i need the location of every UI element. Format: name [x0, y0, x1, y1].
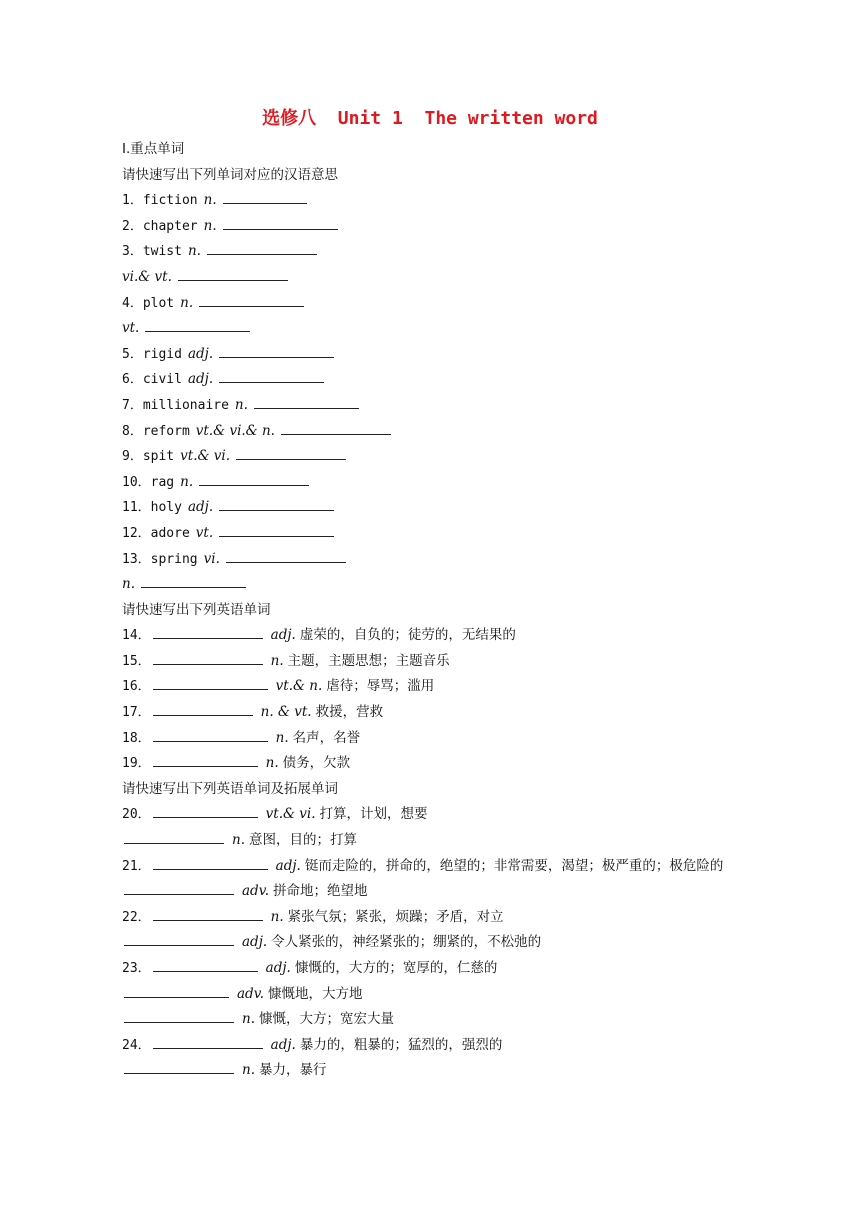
- vocab-item-9: 9．spit vt.& vi.: [122, 444, 742, 470]
- vocab-item-8: 8．reform vt.& vi.& n.: [122, 419, 742, 445]
- answer-blank[interactable]: [153, 650, 263, 665]
- vocab-item-13b: n.: [122, 572, 742, 598]
- answer-blank[interactable]: [153, 701, 253, 716]
- instruction-2: 请快速写出下列英语单词: [122, 601, 271, 618]
- instruction-3: 请快速写出下列英语单词及拓展单词: [122, 780, 338, 797]
- page-title: 选修八 Unit 1 The written word: [262, 108, 598, 129]
- vocab-item-1: 1．fiction n.: [122, 188, 742, 214]
- answer-blank[interactable]: [124, 983, 229, 998]
- instruction-1: 请快速写出下列单词对应的汉语意思: [122, 166, 338, 183]
- vocab-item-21: 21． adj. 铤而走险的，拼命的，绝望的；非常需要，渴望；极严重的；极危险的: [122, 854, 742, 880]
- vocab-item-20: 20． vt.& vi. 打算，计划，想要: [122, 802, 742, 828]
- answer-blank[interactable]: [153, 906, 263, 921]
- answer-blank[interactable]: [153, 675, 268, 690]
- vocab-item-20b: n. 意图，目的；打算: [122, 828, 742, 854]
- vocab-item-7: 7．millionaire n.: [122, 393, 742, 419]
- answer-blank[interactable]: [199, 292, 304, 307]
- vocab-item-23b: adv. 慷慨地，大方地: [122, 982, 742, 1008]
- answer-blank[interactable]: [281, 420, 391, 435]
- answer-blank[interactable]: [145, 317, 250, 332]
- section-heading: Ⅰ.重点单词: [122, 141, 185, 157]
- answer-blank[interactable]: [219, 368, 324, 383]
- vocab-item-12: 12．adore vt.: [122, 521, 742, 547]
- answer-blank[interactable]: [153, 752, 258, 767]
- vocab-item-3b: vi.& vt.: [122, 265, 742, 291]
- answer-blank[interactable]: [153, 624, 263, 639]
- vocab-item-10: 10．rag n.: [122, 470, 742, 496]
- answer-blank[interactable]: [226, 548, 346, 563]
- answer-blank[interactable]: [153, 1034, 263, 1049]
- vocab-item-4: 4．plot n.: [122, 291, 742, 317]
- vocab-item-19: 19． n. 债务，欠款: [122, 751, 742, 777]
- vocab-item-14: 14． adj. 虚荣的，自负的；徒劳的，无结果的: [122, 623, 742, 649]
- answer-blank[interactable]: [223, 189, 307, 204]
- answer-blank[interactable]: [199, 471, 309, 486]
- vocab-item-22b: adj. 令人紧张的，神经紧张的；绷紧的，不松弛的: [122, 930, 742, 956]
- answer-blank[interactable]: [219, 343, 334, 358]
- answer-blank[interactable]: [207, 240, 317, 255]
- vocab-item-24b: n. 暴力，暴行: [122, 1058, 742, 1084]
- vocab-item-13: 13．spring vi.: [122, 547, 742, 573]
- vocab-item-17: 17． n. & vt. 救援，营救: [122, 700, 742, 726]
- vocab-item-5: 5．rigid adj.: [122, 342, 742, 368]
- vocab-item-24: 24． adj. 暴力的，粗暴的；猛烈的，强烈的: [122, 1033, 742, 1059]
- vocab-item-21b: adv. 拼命地；绝望地: [122, 879, 742, 905]
- answer-blank[interactable]: [124, 829, 224, 844]
- vocab-item-23: 23． adj. 慷慨的，大方的；宽厚的，仁慈的: [122, 956, 742, 982]
- answer-blank[interactable]: [153, 855, 268, 870]
- answer-blank[interactable]: [124, 1008, 234, 1023]
- vocab-item-23c: n. 慷慨，大方；宽宏大量: [122, 1007, 742, 1033]
- vocab-item-6: 6．civil adj.: [122, 367, 742, 393]
- vocab-item-16: 16． vt.& n. 虐待；辱骂；滥用: [122, 674, 742, 700]
- vocab-item-4b: vt.: [122, 316, 742, 342]
- answer-blank[interactable]: [124, 1059, 234, 1074]
- answer-blank[interactable]: [153, 803, 258, 818]
- vocab-item-18: 18． n. 名声，名誉: [122, 726, 742, 752]
- vocab-item-2: 2．chapter n.: [122, 214, 742, 240]
- answer-blank[interactable]: [236, 445, 346, 460]
- answer-blank[interactable]: [141, 573, 246, 588]
- answer-blank[interactable]: [153, 957, 258, 972]
- vocab-item-3: 3．twist n.: [122, 239, 742, 265]
- vocab-item-15: 15． n. 主题，主题思想；主题音乐: [122, 649, 742, 675]
- answer-blank[interactable]: [219, 522, 334, 537]
- answer-blank[interactable]: [124, 931, 234, 946]
- answer-blank[interactable]: [254, 394, 359, 409]
- answer-blank[interactable]: [153, 727, 268, 742]
- content: [122, 137, 742, 1084]
- answer-blank[interactable]: [223, 215, 338, 230]
- answer-blank[interactable]: [178, 266, 288, 281]
- vocab-item-22: 22． n. 紧张气氛；紧张，烦躁；矛盾，对立: [122, 905, 742, 931]
- answer-blank[interactable]: [219, 496, 334, 511]
- answer-blank[interactable]: [124, 880, 234, 895]
- vocab-item-11: 11．holy adj.: [122, 495, 742, 521]
